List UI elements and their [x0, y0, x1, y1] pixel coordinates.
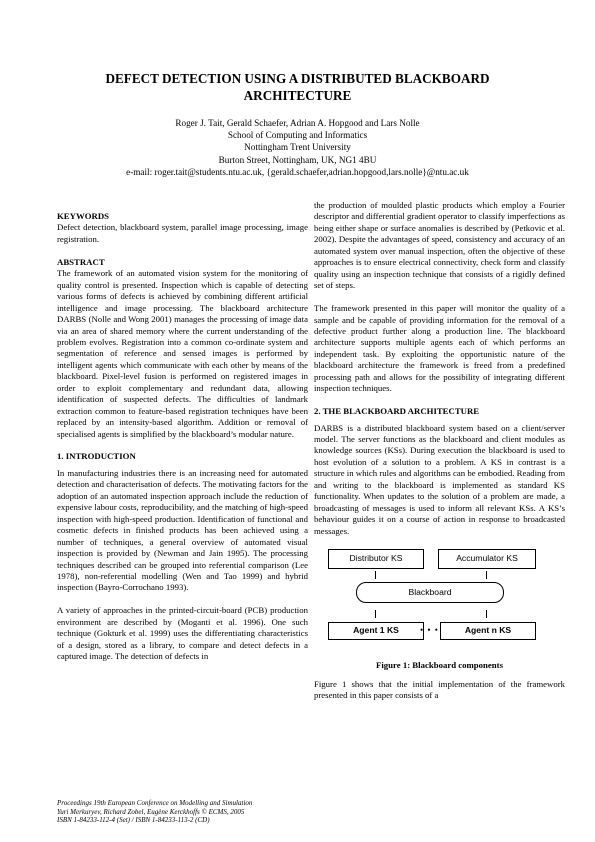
agent-1-ks-box: [328, 622, 424, 640]
accumulator-ks-label: Accumulator KS: [456, 553, 518, 564]
author-school: School of Computing and Informatics: [227, 130, 368, 141]
footer-line-1: Proceedings 19th European Conference on Modelling and Simulation: [57, 799, 253, 807]
right-paragraph-2: The framework presented in this paper will monitor the quality of a sample and be capable of providing information for the removal of a defective product further along a production line. The blackboard architecture supports multiple agents each of which performs an independent task. By exploiting the opportunistic nature of the blackboard architecture the framework is freed from a predefined processing path and allows for the possibility of integrating different inspection techniques.: [314, 303, 565, 394]
author-university: Nottingham Trent University: [244, 142, 351, 153]
abstract-text: The framework of an automated vision system for the monitoring of quality control is presented. Inspection which is capable of detecting various forms of defects is achieved by combining different artificial intelligence and image processing. The blackboard architecture DARBS (Nolle and Wong 2001) manages the processing of image data via an area of shared memory where the current understanding of the problem evolves. Registration into a common co-ordinate system and segmentation of reference and sensed images is performed by intelligent agents which communicate with each other by means of the blackboard. Pixel-level fusion is performed on registered images in order to exploit complementary and redundant data, allowing identification of suspected defects. The difficulties of landmark extraction common to feature-based registration techniques have been replaced by an intensity-based algorithm. Addition or removal of specialised agents is simplified by the blackboard’s modular nature.: [57, 268, 308, 439]
right-paragraph-1: the production of moulded plastic products which employ a Fourier descriptor and differential gradient operator to classify imperfections as being either shape or surface anomalies is described by (Petkovic et al. 2002). Despite the advantages of speed, consistency and accuracy of an automated system over manual inspection, often the objective of these approaches is to ensure electrical connectivity, check form and classify quality using an inspection technique that consists of a rigidly defined set of steps.: [314, 200, 565, 291]
distributor-ks-box: [328, 549, 424, 569]
accumulator-ks-box: [438, 549, 536, 569]
left-column: [57, 211, 308, 663]
distributor-ks-label: Distributor KS: [349, 553, 403, 564]
agent-n-ks-box: [440, 622, 536, 640]
connector-line: [486, 610, 487, 618]
author-email: e-mail: roger.tait@students.ntu.ac.uk, {gerald.schaefer,adrian.hopgood,lars.nolle}@ntu.ac.uk: [126, 166, 469, 177]
section-2-heading: 2. THE BLACKBOARD ARCHITECTURE: [314, 406, 480, 417]
introduction-paragraph-1: In manufacturing industries there is an increasing need for automated detection and characterisation of defects. The motivating factors for the adoption of an automated inspection approach include the reduction of expensive labour costs, reproducibility, and the matching of high-speed inspection with high-speed production. Identification of functional and cosmetic defects in finished products has been achieved using a number of techniques, a general overview of automated visual inspection is provided by (Newman and Jain 1995). The processing techniques described can be grouped into referential comparison (Lee 1978), non-referential modelling (Wen and Tao 1999) and hybrid inspection (Bayro-Corrochano 1993).: [57, 467, 308, 593]
author-block: [40, 117, 555, 178]
blackboard-diagram: [328, 549, 536, 651]
right-column: [314, 200, 565, 701]
connector-line: [375, 571, 376, 579]
introduction-paragraph-2: A variety of approaches in the printed-circuit-board (PCB) production environment are described by (Moganti et al. 1996). One such technique (Gokturk et al. 1999) uses the differentiating characteristics of a design, stored as a library, to compare and detect defects in a captured image. The detection of defects in: [57, 605, 308, 662]
figure-caption: Figure 1: Blackboard components: [376, 660, 503, 671]
footer-line-2: Yuri Merkuryev, Richard Zobel, Eugène Kerckhoffs © ECMS, 2005: [57, 807, 245, 816]
section-2-paragraph-1: DARBS is a distributed blackboard system based on a client/server model. The server functions as the blackboard and client modules as knowledge sources (KSs). During execution the blackboard is used to host evolution of a solution to a problem. A KS in contrast is a structure in which rules and algorithms can be embodied. Reading from and writing to the blackboard is implemented as standard KS functionality. When updates to the solution of a problem are made, a broadcasting of messages is used to inform all relevant KSs. A KS’s behaviour guides it on a course of action in response to broadcasted messages.: [314, 422, 566, 536]
author-names: Roger J. Tait, Gerald Schaefer, Adrian A. Hopgood and Lars Nolle: [175, 118, 420, 128]
author-address: Burton Street, Nottingham, UK, NG1 4BU: [218, 154, 377, 165]
connector-line: [486, 571, 487, 579]
agent-1-ks-label: Agent 1 KS: [353, 625, 399, 636]
proceedings-footer: [57, 799, 317, 825]
agents-ellipsis: • • •: [420, 625, 439, 636]
abstract-heading: ABSTRACT: [57, 256, 105, 267]
title-line-1: DEFECT DETECTION USING A DISTRIBUTED BLACKBOARD: [105, 71, 490, 86]
paper-title: [40, 70, 555, 104]
keywords-text: Defect detection, blackboard system, parallel image processing, image registration.: [57, 222, 308, 244]
agent-n-ks-label: Agent n KS: [464, 625, 512, 636]
footer-line-3: ISBN 1-84233-112-4 (Set) / ISBN 1-84233-113-2 (CD): [57, 816, 210, 825]
keywords-heading: KEYWORDS: [57, 211, 110, 221]
blackboard-box: [356, 582, 504, 603]
introduction-heading: 1. INTRODUCTION: [57, 451, 136, 462]
title-line-2: ARCHITECTURE: [243, 88, 352, 103]
section-2-paragraph-2: Figure 1 shows that the initial implementation of the framework presented in this paper consists of a: [314, 678, 565, 701]
blackboard-label: Blackboard: [408, 586, 452, 597]
connector-line: [375, 610, 376, 618]
